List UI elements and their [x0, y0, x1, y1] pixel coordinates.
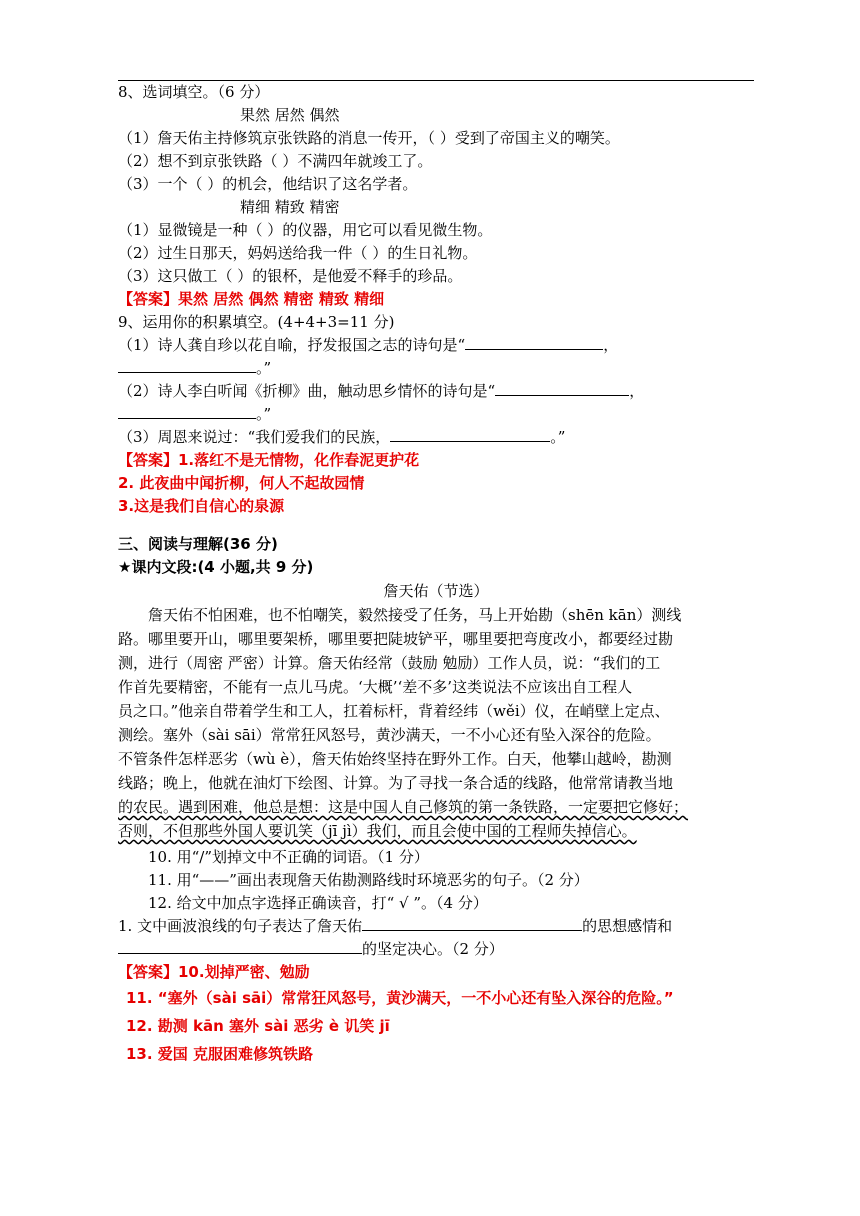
q9-item-3 — [118, 427, 565, 447]
q9-answer-2: 2. 此夜曲中闻折柳，何人不起故园情 — [118, 474, 365, 492]
header-rule — [118, 80, 754, 81]
q9-item-2 — [118, 381, 644, 401]
q9-blank-1a[interactable] — [465, 335, 603, 350]
q9-blank-2b[interactable] — [118, 404, 256, 419]
passage-line-1: 詹天佑不怕困难，也不怕嘲笑，毅然接受了任务，马上开始勘（shēn kān）测线 — [148, 606, 682, 624]
q9-item-2-cont — [118, 404, 271, 424]
q9-answer-1: 【答案】1.落红不是无情物，化作春泥更护花 — [118, 451, 420, 469]
question-13-text-b: 的思想感情和 — [582, 917, 673, 935]
answer-10: 【答案】10.划掉严密、勉励 — [118, 963, 310, 981]
answer-11: 11. “塞外（sài sāi）常常狂风怒号，黄沙满天，一不小心还有坠入深谷的危险。” — [126, 989, 674, 1007]
section3-subtitle: ★课内文段:(4 小题,共 9 分) — [118, 558, 314, 576]
q8-answer: 【答案】果然 居然 偶然 精密 精致 精细 — [118, 290, 385, 308]
q9-item-3-end: 。” — [550, 428, 566, 446]
q8-sentence-4: （1）显微镜是一种（ ）的仪器，用它可以看见微生物。 — [118, 221, 493, 239]
passage-line-7: 不管条件怎样恶劣（wù è），詹天佑始终坚持在野外工作。白天，他攀山越岭，勘测 — [118, 750, 672, 768]
q8-sentence-1: （1）詹天佑主持修筑京张铁路的消息一传开，（ ）受到了帝国主义的嘲笑。 — [118, 129, 620, 147]
passage-line-2: 路。哪里要开山，哪里要架桥，哪里要把陡坡铲平，哪里要把弯度改小，都要经过勘 — [118, 630, 674, 648]
passage-line-6: 测绘。塞外（sài sāi）常常狂风怒号，黄沙满天，一不小心还有坠入深谷的危险。 — [118, 726, 661, 744]
q9-title: 9、运用你的积累填空。(4+4+3=11 分) — [118, 313, 395, 331]
question-13-blank-1[interactable] — [362, 916, 582, 931]
q9-item-2-comma: ， — [629, 382, 645, 400]
q9-answer-3: 3.这是我们自信心的泉源 — [118, 497, 285, 515]
question-12: 12. 给文中加点字选择正确读音，打“ √ ”。（4 分） — [148, 894, 488, 912]
q9-item-2-end: 。” — [256, 405, 272, 423]
passage-line-4: 作首先要精密，不能有一点儿马虎。‘大概’‘差不多’这类说法不应该出自工程人 — [118, 678, 633, 696]
question-13 — [118, 916, 672, 936]
passage-line-8: 线路；晚上，他就在油灯下绘图、计算。为了寻找一条合适的线路，他常常请教当地 — [118, 774, 674, 792]
q8-word-choices-1: 果然 居然 偶然 — [240, 106, 340, 124]
question-13-text-c: 的坚定决心。（2 分） — [362, 940, 504, 958]
q9-item-3-text: （3）周恩来说过：“我们爱我们的民族， — [118, 428, 391, 446]
passage-line-5: 员之口。”他亲自带着学生和工人，扛着标杆，背着经纬（wěi）仪，在峭壁上定点、 — [118, 702, 670, 720]
q9-blank-3[interactable] — [390, 427, 550, 442]
answer-13: 13. 爱国 克服困难修筑铁路 — [126, 1045, 314, 1063]
q8-sentence-2: （2）想不到京张铁路（ ）不满四年就竣工了。 — [118, 152, 433, 170]
q8-sentence-5: （2）过生日那天，妈妈送给我一件（ ）的生日礼物。 — [118, 244, 478, 262]
q9-item-1-text: （1）诗人龚自珍以花自喻，抒发报国之志的诗句是“ — [118, 336, 466, 354]
q9-blank-1b[interactable] — [118, 358, 256, 373]
question-13-cont — [118, 939, 504, 959]
answer-12: 12. 勘测 kān 塞外 sài 恶劣 è 讥笑 jī — [126, 1017, 390, 1035]
question-11: 11. 用“——”画出表现詹天佑勘测路线时环境恶劣的句子。（2 分） — [148, 871, 589, 889]
question-10: 10. 用“/”划掉文中不正确的词语。（1 分） — [148, 848, 429, 866]
section3-title: 三、阅读与理解(36 分) — [118, 535, 278, 553]
passage-title: 詹天佑（节选） — [383, 582, 489, 600]
q8-title: 8、选词填空。（6 分） — [118, 83, 270, 101]
q9-blank-2a[interactable] — [495, 381, 629, 396]
q8-sentence-6: （3）这只做工（ ）的银杯，是他爱不释手的珍品。 — [118, 267, 463, 285]
q9-item-2-text: （2）诗人李白听闻《折柳》曲，触动思乡情怀的诗句是“ — [118, 382, 496, 400]
passage-line-9: 的农民。遇到困难，他总是想：这是中国人自己修筑的第一条铁路，一定要把它修好； — [118, 798, 689, 816]
q9-item-1-comma: ， — [603, 336, 619, 354]
passage-line-10: 否则，不但那些外国人要讥笑（jī jì）我们，而且会使中国的工程师失掉信心。 — [118, 822, 637, 840]
question-13-text-a: 1. 文中画波浪线的句子表达了詹天佑 — [118, 917, 363, 935]
q9-item-1 — [118, 335, 618, 355]
q9-item-1-end: 。” — [256, 359, 272, 377]
q8-sentence-3: （3）一个（ ）的机会，他结识了这名学者。 — [118, 175, 418, 193]
question-13-blank-2[interactable] — [118, 939, 362, 954]
q9-item-1-cont — [118, 358, 271, 378]
q8-word-choices-2: 精细 精致 精密 — [240, 198, 340, 216]
passage-line-3: 测，进行（周密 严密）计算。詹天佑经常（鼓励 勉励）工作人员，说：“我们的工 — [118, 654, 661, 672]
